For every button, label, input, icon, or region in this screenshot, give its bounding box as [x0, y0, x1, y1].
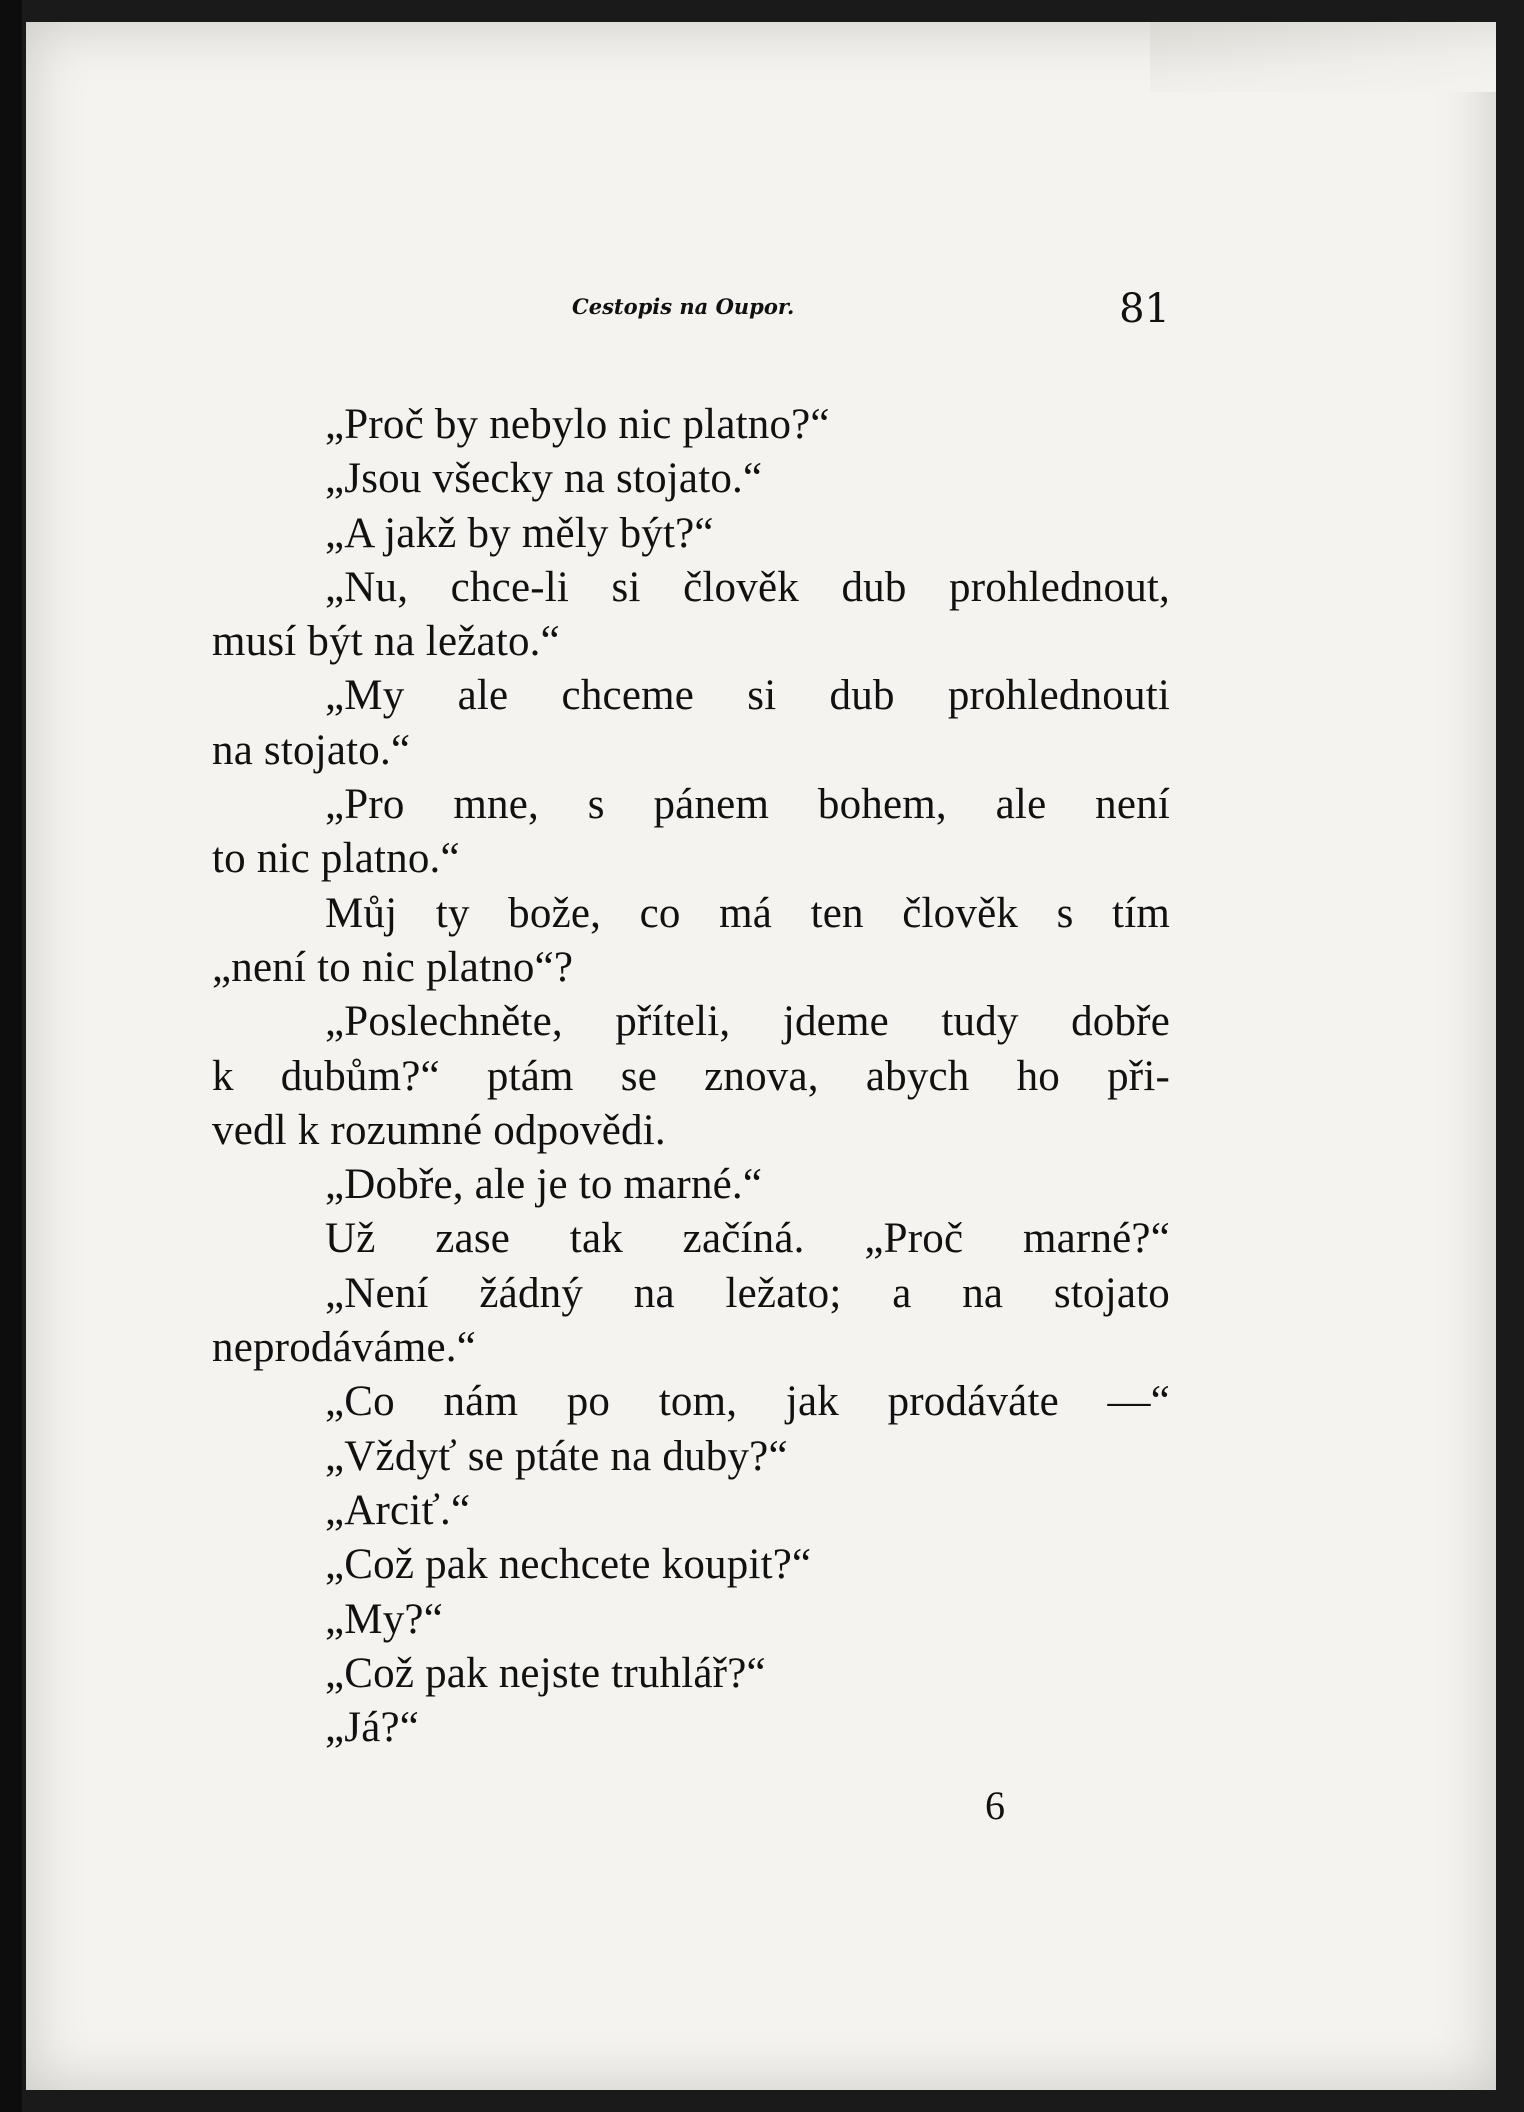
- running-title: Cestopis na Oupor.: [572, 294, 795, 319]
- page-header: [212, 286, 1170, 346]
- text-line: „Což pak nejste truhlář?“: [325, 1649, 766, 1697]
- text-line: „Dobře, ale je to marné.“: [325, 1161, 763, 1209]
- text-line: Už zase tak začíná. „Proč marné?“: [325, 1215, 1170, 1263]
- text-line: „Vždyť se ptáte na duby?“: [325, 1432, 788, 1480]
- text-line: na stojato.“: [212, 726, 411, 774]
- text-line: „Poslechněte, příteli, jdeme tudy dobře: [325, 998, 1170, 1046]
- text-line: „Což pak nechcete koupit?“: [325, 1541, 812, 1589]
- text-line: „Není žádný na ležato; a na stojato: [325, 1269, 1170, 1317]
- text-line: „A jakž by měly být?“: [325, 509, 714, 557]
- text-line: „Já?“: [325, 1704, 420, 1752]
- text-line: „není to nic platno“?: [212, 943, 574, 991]
- scan-edge: [0, 0, 22, 2112]
- text-line: „Jsou všecky na stojato.“: [325, 455, 763, 503]
- page-corner-shadow: [1150, 22, 1496, 92]
- text-line: „Arciť.“: [325, 1486, 471, 1534]
- text-line: „Co nám po tom, jak prodáváte —“: [325, 1378, 1170, 1426]
- text-line: „Proč by nebylo nic platno?“: [325, 401, 830, 448]
- text-line: musí být na ležato.“: [212, 618, 560, 666]
- body-text: [212, 398, 1170, 1755]
- text-line: vedl k rozumné odpovědi.: [212, 1106, 666, 1154]
- signature-mark: 6: [985, 1783, 1005, 1828]
- text-line: „My ale chceme si dub prohlednouti: [325, 672, 1170, 720]
- page-number: 81: [1119, 286, 1170, 332]
- text-line: „Pro mne, s pánem bohem, ale není: [325, 781, 1170, 829]
- text-line: neprodáváme.“: [212, 1324, 477, 1372]
- text-line: k dubům?“ ptám se znova, abych ho při-: [212, 1052, 1170, 1100]
- text-line: Můj ty bože, co má ten člověk s tím: [325, 889, 1170, 937]
- text-line: to nic platno.“: [212, 835, 460, 883]
- text-line: „My?“: [325, 1595, 443, 1643]
- text-line: „Nu, chce-li si člověk dub prohlednout,: [325, 563, 1170, 611]
